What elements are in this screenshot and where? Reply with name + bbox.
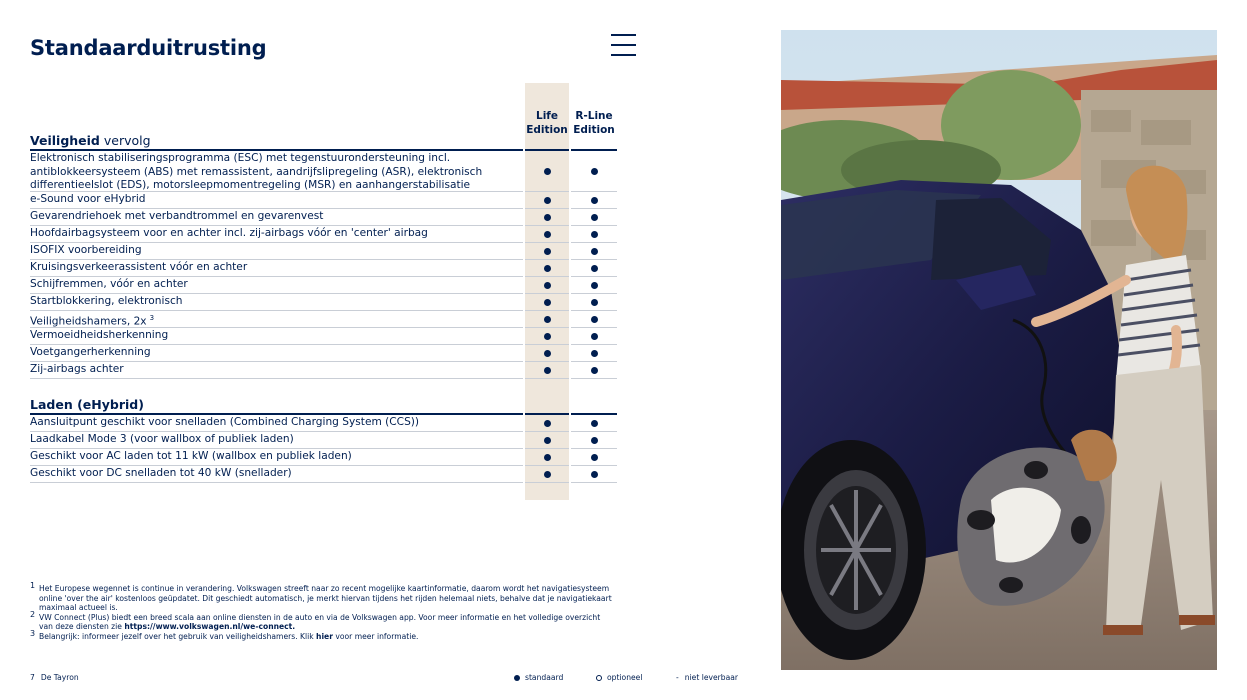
row-label: Schijfremmen, vóór en achter xyxy=(30,278,188,290)
section-heading: Laden (eHybrid) xyxy=(30,397,523,415)
row-divider xyxy=(525,327,569,328)
table-row xyxy=(30,294,523,311)
column-header-life: Life Edition xyxy=(526,110,568,136)
section-underline xyxy=(525,413,569,415)
table-row xyxy=(30,260,523,277)
empty-dot-icon xyxy=(596,675,602,681)
row-divider xyxy=(571,327,617,328)
row-divider xyxy=(525,482,569,483)
table-row xyxy=(30,277,523,294)
row-divider xyxy=(571,431,617,432)
standard-dot-icon xyxy=(591,197,598,204)
table-row xyxy=(30,449,523,466)
standard-dot-icon xyxy=(544,168,551,175)
table-row xyxy=(30,345,523,362)
row-divider xyxy=(525,208,569,209)
row-divider xyxy=(525,344,569,345)
row-divider xyxy=(525,191,569,192)
row-divider xyxy=(571,344,617,345)
row-divider xyxy=(571,448,617,449)
standard-dot-icon xyxy=(591,471,598,478)
row-divider xyxy=(571,310,617,311)
standard-dot-icon xyxy=(544,248,551,255)
standard-dot-icon xyxy=(544,316,551,323)
row-label: Kruisingsverkeerassistent vóór en achter xyxy=(30,261,248,273)
standard-dot-icon xyxy=(591,367,598,374)
table-row xyxy=(30,209,523,226)
table-row xyxy=(30,432,523,449)
standard-dot-icon xyxy=(544,299,551,306)
standard-dot-icon xyxy=(591,454,598,461)
row-label: Laadkabel Mode 3 (voor wallbox of publiek laden) xyxy=(30,433,294,445)
row-label: Voetgangerherkenning xyxy=(30,346,151,358)
row-label: ISOFIX voorbereiding xyxy=(30,244,142,256)
row-divider xyxy=(525,465,569,466)
table-row xyxy=(30,243,523,260)
standard-dot-icon xyxy=(544,420,551,427)
column-header-rline: R-Line Edition xyxy=(573,110,615,136)
page-number: 7 xyxy=(30,673,35,682)
row-divider xyxy=(571,378,617,379)
dash-icon: - xyxy=(676,673,679,682)
standard-dot-icon xyxy=(591,265,598,272)
row-label: Zij-airbags achter xyxy=(30,363,124,375)
legend-optional: optioneel xyxy=(596,673,642,682)
row-label: e-Sound voor eHybrid xyxy=(30,193,146,205)
row-label: Elektronisch stabiliseringsprogramma (ESC) met tegenstuurondersteuning incl. antiblokkeersysteem (ABS) met remassistent, aandrijfslipregeling (ASR), elektronisch differentieelslot (EDS), motorsleepmomentregeling (MSR) en aanhangerstabilisatie xyxy=(30,152,483,191)
row-divider xyxy=(571,276,617,277)
page-footer xyxy=(30,673,85,682)
standard-dot-icon xyxy=(591,282,598,289)
standard-dot-icon xyxy=(544,197,551,204)
legend-not-available: - niet leverbaar xyxy=(676,673,739,682)
standard-dot-icon xyxy=(544,231,551,238)
row-divider xyxy=(571,242,617,243)
row-divider xyxy=(525,276,569,277)
table-row xyxy=(30,226,523,243)
footnote-3: 3 Belangrijk: informeer jezelf over het gebruik van veiligheidshamers. Klik hier voor meer informatie. xyxy=(30,628,419,641)
legend-standard: standaard xyxy=(514,673,563,682)
section-underline xyxy=(571,149,617,151)
row-divider xyxy=(571,465,617,466)
row-label: Startblokkering, elektronisch xyxy=(30,295,183,307)
standard-dot-icon xyxy=(591,231,598,238)
table-row xyxy=(30,192,523,209)
row-divider xyxy=(571,361,617,362)
page-title: Standaarduitrusting xyxy=(30,36,267,60)
document-title: De Tayron xyxy=(40,673,79,682)
hier-link[interactable]: hier xyxy=(316,631,333,641)
row-divider xyxy=(571,293,617,294)
standard-dot-icon xyxy=(591,420,598,427)
table-row xyxy=(30,415,523,432)
table-row xyxy=(30,362,523,379)
standard-dot-icon xyxy=(591,437,598,444)
we-connect-link[interactable]: https://www.volkswagen.nl/we-connect. xyxy=(124,622,296,632)
footnote-ref[interactable]: 3 xyxy=(149,314,155,322)
standard-dot-icon xyxy=(591,299,598,306)
menu-icon[interactable] xyxy=(611,34,636,56)
row-divider xyxy=(571,208,617,209)
footnote-1: 1 Het Europese wegennet is continue in verandering. Volkswagen streeft naar zo recent mogelijke kaartinformatie, daarom wordt het navigatiesysteem online 'over the air' kostenloos geüpdatet. Dit geschiedt automatisch, je merkt hiervan tijdens het rijden helemaal niets, behalve dat je navigatiekaart maximaal actueel is. xyxy=(30,581,612,613)
row-label: Gevarendriehoek met verbandtrommel en gevarenvest xyxy=(30,210,324,222)
standard-dot-icon xyxy=(544,454,551,461)
row-divider xyxy=(571,259,617,260)
row-divider xyxy=(525,225,569,226)
footnote-2: 2 VW Connect (Plus) biedt een breed scala aan online diensten in de auto en via de Volkswagen app. Voor meer informatie en het volledige overzicht van deze diensten zie https://www.volkswagen.nl/we-connect. xyxy=(30,609,601,632)
standard-dot-icon xyxy=(591,350,598,357)
footnotes xyxy=(30,581,615,642)
row-label: Vermoeidheidsherkenning xyxy=(30,329,169,341)
standard-dot-icon xyxy=(591,168,598,175)
standard-dot-icon xyxy=(591,214,598,221)
table-row xyxy=(30,328,523,345)
standard-dot-icon xyxy=(544,437,551,444)
standard-dot-icon xyxy=(544,367,551,374)
row-divider xyxy=(525,259,569,260)
row-divider xyxy=(525,431,569,432)
row-label: Geschikt voor DC snelladen tot 40 kW (snellader) xyxy=(30,467,292,479)
row-label: Aansluitpunt geschikt voor snelladen (Combined Charging System (CCS)) xyxy=(30,416,420,428)
row-label: Geschikt voor AC laden tot 11 kW (wallbox en publiek laden) xyxy=(30,450,352,462)
standard-dot-icon xyxy=(544,282,551,289)
standard-dot-icon xyxy=(544,265,551,272)
standard-dot-icon xyxy=(591,248,598,255)
row-label: Veiligheidshamers, 2x xyxy=(30,315,147,328)
standard-dot-icon xyxy=(544,333,551,340)
row-divider xyxy=(571,482,617,483)
section-underline xyxy=(525,149,569,151)
table-row xyxy=(30,151,523,192)
standard-dot-icon xyxy=(544,471,551,478)
section-underline xyxy=(571,413,617,415)
table-row xyxy=(30,466,523,483)
row-label: Hoofdairbagsysteem voor en achter incl. zij-airbags vóór en 'center' airbag xyxy=(30,227,428,239)
table-row xyxy=(30,311,523,328)
row-divider xyxy=(571,225,617,226)
standard-dot-icon xyxy=(591,333,598,340)
row-divider xyxy=(525,448,569,449)
row-divider xyxy=(525,378,569,379)
row-divider xyxy=(525,293,569,294)
standard-dot-icon xyxy=(544,350,551,357)
row-divider xyxy=(525,310,569,311)
row-divider xyxy=(571,191,617,192)
standard-dot-icon xyxy=(591,316,598,323)
row-divider xyxy=(525,242,569,243)
section-heading: Veiligheid vervolg xyxy=(30,133,523,151)
row-divider xyxy=(525,361,569,362)
hero-photo xyxy=(781,30,1217,670)
filled-dot-icon xyxy=(514,675,520,681)
standard-dot-icon xyxy=(544,214,551,221)
